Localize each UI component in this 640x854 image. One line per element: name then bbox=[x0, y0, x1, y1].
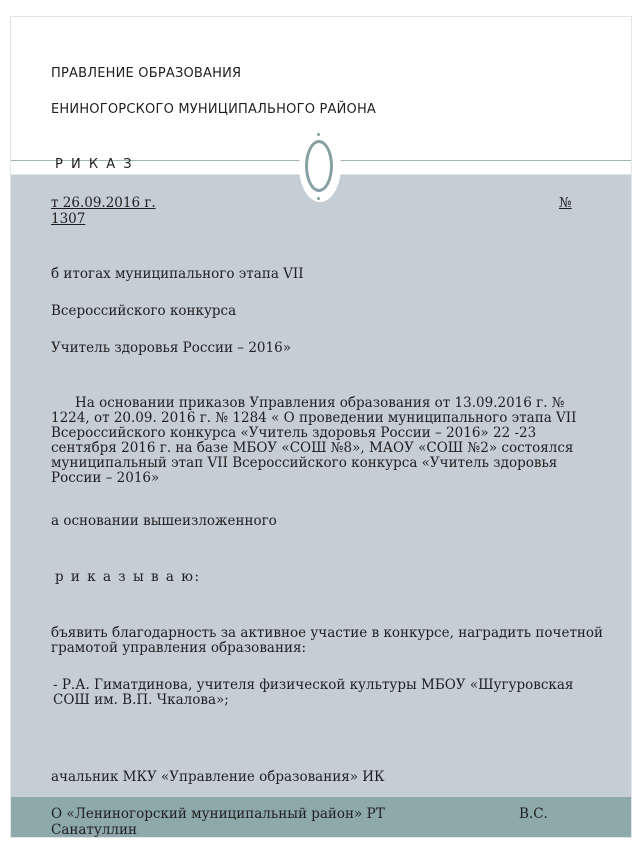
signature-surname: Санатуллин bbox=[51, 822, 137, 838]
item1-person: - Р.А. Гиматдинова, учителя физической культуры МБОУ «Шугуровская СОШ им. В.П. Чкалова»; bbox=[53, 677, 574, 708]
org-name-line2: ЕНИНОГОРСКОГО МУНИЦИПАЛЬНОГО РАЙОНА bbox=[51, 102, 377, 117]
document-page bbox=[10, 16, 632, 838]
doc-type-title: Р И К А З bbox=[55, 157, 134, 172]
order-title-line3: Учитель здоровья России – 2016» bbox=[51, 340, 291, 356]
org-name-line1: ПРАВЛЕНИЕ ОБРАЗОВАНИЯ bbox=[51, 66, 242, 81]
basis-short: а основании вышеизложенного bbox=[51, 513, 277, 529]
item1-paragraph: бъявить благодарность за активное участие в конкурсе, наградить почетной грамотой управления образования: bbox=[51, 625, 604, 656]
order-title-line2: Всероссийского конкурса bbox=[51, 303, 237, 319]
oval-ornament-icon bbox=[305, 140, 333, 192]
order-word: р и к а з ы в а ю: bbox=[55, 569, 201, 585]
basis-paragraph: На основании приказов Управления образования от 13.09.2016 г. № 1224, от 20.09. 2016 г. № 1284 « О проведении муниципального этапа VII Всероссийского конкурса «Учитель здоровья России – 2016» 22 -23 сентября 2016 г. на базе МБОУ «СОШ №8», МАОУ «СОШ №2» состоялся муниципальный этап VII Всероссийского конкурса «Учитель здоровья России – 2016» bbox=[51, 395, 577, 486]
order-number: 1307 bbox=[51, 211, 86, 227]
order-date: т 26.09.2016 г. bbox=[51, 195, 156, 211]
ornament-dot-icon bbox=[317, 197, 320, 200]
signature-line1: ачальник МКУ «Управление образования» ИК bbox=[51, 769, 385, 785]
signature-initials: В.С. bbox=[519, 806, 548, 822]
signature-line2: О «Лениногорский муниципальный район» РТ bbox=[51, 806, 385, 822]
ornament-dot-icon bbox=[317, 133, 320, 136]
order-number-sign: № bbox=[559, 195, 572, 211]
order-title-line1: б итогах муниципального этапа VII bbox=[51, 266, 304, 282]
